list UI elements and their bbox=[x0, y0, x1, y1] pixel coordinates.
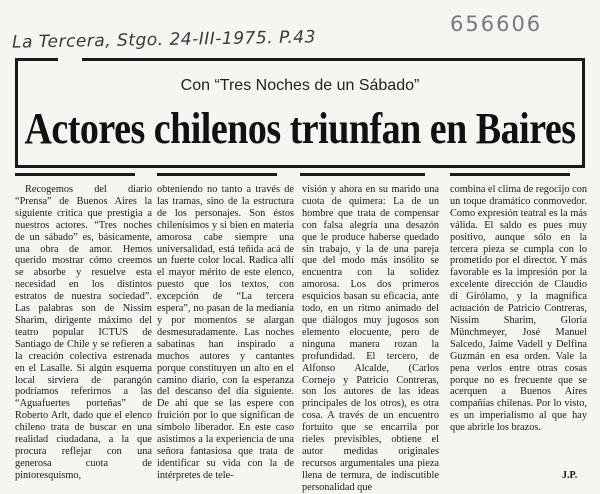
article-column-3 bbox=[302, 184, 439, 494]
archive-number: 656606 bbox=[450, 12, 543, 36]
handwritten-source-note: La Tercera, Stgo. 24-III-1975. P.43 bbox=[11, 27, 317, 53]
headline-box bbox=[15, 58, 585, 168]
column-text: visión y ahora en su marido una cuota de quimera: La de un hombre que trata de compensar con falsa alegría una desazón que le produce haberse quedado sin trabajo, y la de una pareja que del modo más insólito se encuentra con la solidez amorosa. Los dos primeros esquicios basan su eficacia, ante todo, en un ritmo animado del que diálogos muy jugosos son elemento elocuente, pero de ninguna manera rozan la profundidad. El tercero, de Alfonso Alcalde, (Carlos Cornejo y Patricio Contreras, son los autores de las ideas principales de los otros), es otra cosa. A través de un encuentro fortuito que se encarrila por rieles previsibles, obtiene el autor medidas originales recursos argumentales una pieza llena de ternura, de indiscutible personalidad que bbox=[302, 184, 439, 493]
column-text: Recogemos del diario “Prensa” de Buenos Aires la siguiente crítica que prestigia a nuestros actores. “Tres noches de un sábado” es, básicamente, una obra de amor. Hemos querido mostrar cómo creemos se absorbe y resuelve esta necesidad en los distintos estratos de nuestra sociedad”. Las palabras son de Nissim Sharim, dirigente máximo del teatro popular ICTUS de Santiago de Chile y se refieren a la creación colectiva estrenada en el Lasalle. Si algún esquema local sirviera de parangón podríamos referirnos a las “Aguafuertes porteñas” de Roberto Arlt, dado que el elenco chileno trata de buscar en una realidad ciudadana, a la que procura reflejar con una generosa cuota de pintoresquismo, bbox=[15, 184, 152, 481]
article-column-1 bbox=[15, 184, 152, 482]
column-rule-4 bbox=[450, 173, 570, 176]
column-text: combina el clima de regocijo con un toque dramático conmovedor. Como expresión teatral es la más válida. El saldo es pues muy positivo, aunque sólo en la tercera pieza se cumpla con lo prometido por el director. Y más favorable es la impresión por la excelente dirección de Claudio di Girólamo, y la magnífica actuación de Patricio Contreras, Nissim Sharim, Gloria Münchmeyer, José Manuel Salcedo, Jaime Vadell y Delfina Guzmán en esa orden. Vale la pena verlos entre otras cosas porque no es frecuente que se acerquen a Buenos Aires compañías chilenas. Por lo visto, es un imperialismo al que hay que abrirle los brazos. bbox=[450, 184, 587, 434]
column-text: obteniendo no tanto a través de las tramas, sino de la estructura de los personajes. Son éstos chilenísimos y si bien en materia amorosa cabe siempre una universalidad, está teñida acá de un fuerte color local. Radica allí el mayor mérito de este elenco, puesto que los textos, con excepción de “La tercera espera”, no pasan de la medianía y por momentos se alargan desmesuradamente. Las noches sabatinas han inspirado a muchos autores y cantantes porque constituyen un alto en el camino diario, con la esperanza del descanso del día siguiente. De ahí que se las espere con fruición por lo que significan de símbolo liberador. En este caso asistimos a la experiencia de una señora fantasiosa que trata de identificar su vida con la de intérpretes de tele- bbox=[157, 184, 294, 481]
article-kicker: Con “Tres Noches de un Sábado” bbox=[180, 77, 420, 94]
article-headline: Actores chilenos triunfan en Baires bbox=[24, 104, 576, 154]
column-rule-2 bbox=[157, 173, 277, 176]
column-rule-1 bbox=[15, 173, 135, 176]
article-column-4 bbox=[450, 184, 587, 434]
box-border-gap bbox=[58, 55, 82, 65]
article-column-2 bbox=[157, 184, 294, 482]
author-signature: J.P. bbox=[562, 470, 578, 481]
column-rule-3 bbox=[300, 173, 425, 176]
